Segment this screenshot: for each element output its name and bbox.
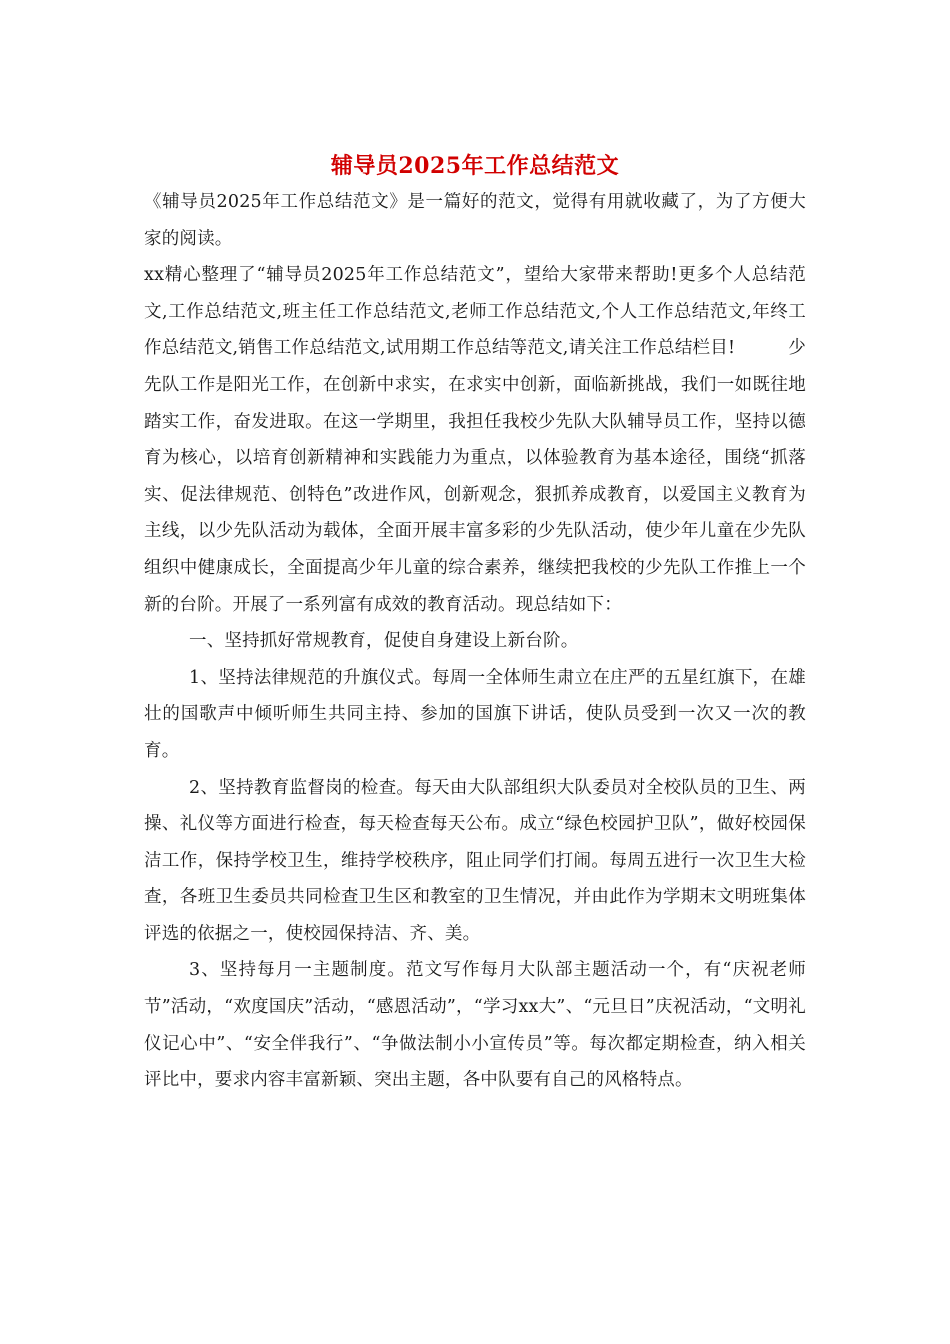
- document-title: 辅导员2025年工作总结范文: [330, 153, 620, 179]
- list-item-1: 1、坚持法律规范的升旗仪式。每周一全体师生肃立在庄严的五星红旗下，在雄壮的国歌声中倾听师生共同主持、参加的国旗下讲话，使队员受到一次又一次的教育。: [144, 667, 806, 761]
- intro-paragraph: 《辅导员2025年工作总结范文》是一篇好的范文，觉得有用就收藏了，为了方便大家的阅读。: [144, 192, 806, 249]
- document-body: [144, 148, 806, 1099]
- list-item-3: 3、坚持每月一主题制度。范文写作每月大队部主题活动一个，有“庆祝老师节”活动，“欢度国庆”活动，“感恩活动”，“学习xx大”、“元旦日”庆祝活动，“文明礼仪记心中”、“安全伴我行”、“争做法制小小宣传员”等。每次都定期检查，纳入相关评比中，要求内容丰富新颖、突出主题，各中队要有自己的风格特点。: [144, 960, 806, 1091]
- section-heading: 一、坚持抓好常规教育，促使自身建设上新台阶。: [189, 631, 579, 652]
- lead-paragraph: xx精心整理了“辅导员2025年工作总结范文”，望给大家带来帮助!更多个人总结范文,工作总结范文,班主任工作总结范文,老师工作总结范文,个人工作总结范文,年终工作总结范文,销售工作总结范文,试用期工作总结等范文,请关注工作总结栏目! 少先队工作是阳光工作，在创新中求实，在求实中创新，面临新挑战，我们一如既往地踏实工作，奋发进取。在这一学期里，我担任我校少先队大队辅导员工作，坚持以德育为核心，以培育创新精神和实践能力为重点，以体验教育为基本途径，围绕“抓落实、促法律规范、创特色”改进作风，创新观念，狠抓养成教育，以爱国主义教育为主线，以少先队活动为载体，全面开展丰富多彩的少先队活动，使少年儿童在少先队组织中健康成长，全面提高少年儿童的综合素养，继续把我校的少先队工作推上一个新的台阶。开展了一系列富有成效的教育活动。现总结如下：: [144, 265, 806, 615]
- list-item-2: 2、坚持教育监督岗的检查。每天由大队部组织大队委员对全校队员的卫生、两操、礼仪等方面进行检查，每天检查每天公布。成立“绿色校园护卫队”，做好校园保洁工作，保持学校卫生，维持学校秩序，阻止同学们打闹。每周五进行一次卫生大检查，各班卫生委员共同检查卫生区和教室的卫生情况，并由此作为学期末文明班集体评选的依据之一，使校园保持洁、齐、美。: [144, 777, 806, 944]
